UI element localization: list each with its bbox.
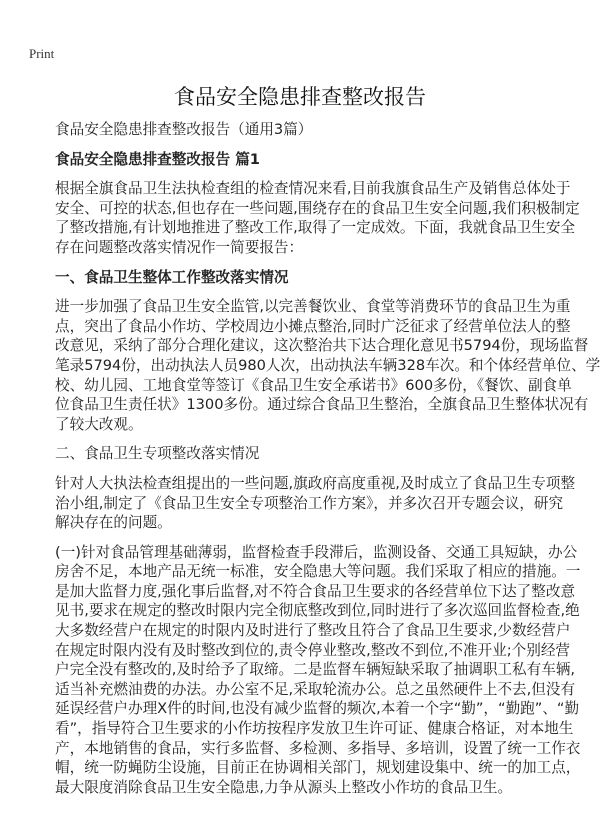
text-line: 房舍不足，本地产品无统一标准，安全隐患大等问题。我们采取了相应的措施。一 bbox=[55, 563, 581, 581]
text-line: 大多数经营户在规定的时限内及时进行了整改且符合了食品卫生要求,少数经营户 bbox=[55, 622, 571, 640]
paragraph-overall bbox=[55, 297, 600, 434]
text-line: 治小组,制定了《食品卫生安全专项整治工作方案》，并多次召开专题会议，研究 bbox=[55, 494, 564, 512]
text-line: (一)针对食品管理基础薄弱，监督检查手段滞后，监测设备、交通工具短缺，办公 bbox=[55, 543, 578, 561]
text-line: 根据全旗食品卫生法执检查组的检查情况来看,目前我旗食品生产及销售总体处于 bbox=[55, 180, 571, 198]
part-heading: 食品安全隐患排查整改报告 篇1 bbox=[55, 150, 260, 168]
print-link[interactable]: Print bbox=[29, 46, 55, 61]
paragraph-special bbox=[55, 474, 576, 533]
text-line: 帽，统一防蝇防尘设施，目前正在协调相关部门，规划建设集中、统一的加工点， bbox=[55, 759, 581, 777]
text-line: 延误经营户办理X件的时间,也没有减少监督的频次,本着一个字“勤”，“勤跑”、“勤 bbox=[55, 700, 580, 718]
text-line: 适当补充燃油费的办法。办公室不足,采取轮流办公。总之虽然硬件上不去,但没有 bbox=[55, 680, 576, 698]
text-line: 点，突出了食品小作坊、学校周边小摊点整治,同时广泛征求了经营单位法人的整 bbox=[55, 317, 571, 335]
document-body bbox=[55, 120, 600, 807]
paragraph-intro bbox=[55, 179, 580, 257]
text-line: 户完全没有整改的,及时给予了取缔。二是监督车辆短缺采取了抽调职工私有车辆, bbox=[55, 661, 576, 679]
text-line: 看”，指导符合卫生要求的小作坊按程序发放卫生许可证、健康合格证，对本地生 bbox=[55, 720, 574, 738]
text-line: 最大限度消除食品卫生安全隐患,力争从源头上整改小作坊的食品卫生。 bbox=[55, 778, 513, 796]
text-line: 校、幼儿园、工地食堂等签订《食品卫生安全承诺书》600多份，《餐饮、副食单 bbox=[55, 376, 572, 394]
section-heading-2: 二、食品卫生专项整改落实情况 bbox=[55, 445, 260, 463]
text-line: 在规定时限内没有及时整改到位的,责令停业整改,整改不到位,不准开业;个别经营 bbox=[55, 641, 571, 659]
section-heading-1: 一、食品卫生整体工作整改落实情况 bbox=[55, 268, 289, 286]
text-line: 了较大改观。 bbox=[55, 415, 143, 433]
text-line: 存在问题整改落实情况作一简要报告： bbox=[55, 238, 304, 256]
document-subtitle: 食品安全隐患排查整改报告（通用3篇） bbox=[55, 121, 313, 138]
text-line: 见书,要求在规定的整改时限内完全彻底整改到位,同时进行了多次巡回监督检查,绝 bbox=[55, 602, 580, 620]
text-line: 进一步加强了食品卫生安全监管,以完善餐饮业、食堂等消费环节的食品卫生为重 bbox=[55, 298, 571, 316]
text-line: 安全、可控的状态,但也存在一些问题,围绕存在的食品卫生安全问题,我们积极制定 bbox=[55, 199, 580, 217]
text-line: 了整改措施,有计划地推进了整改工作,取得了一定成效。下面，我就食品卫生安全 bbox=[55, 219, 576, 237]
document-title: 食品安全隐患排查整改报告 bbox=[174, 85, 426, 109]
text-line: 针对人大执法检查组提出的一些问题,旗政府高度重视,及时成立了食品卫生专项整 bbox=[55, 474, 576, 492]
text-line: 改意见，采纳了部分合理化建议，这次整治共下达合理化意见书5794份，现场监督 bbox=[55, 337, 589, 355]
text-line: 位食品卫生责任状》1300多份。通过综合食品卫生整治，全旗食品卫生整体状况有 bbox=[55, 396, 589, 414]
text-line: 解决存在的问题。 bbox=[55, 514, 172, 532]
text-line: 产，本地销售的食品，实行多监督、多检测、多指导、多培训，设置了统一工作衣 bbox=[55, 739, 581, 757]
text-line: 笔录5794份，出动执法人员980人次，出动执法车辆328车次。和个体经营单位、学 bbox=[55, 356, 600, 374]
paragraph-measures bbox=[55, 543, 581, 798]
text-line: 是加大监督力度,强化事后监督,对不符合食品卫生要求的各经营单位下达了整改意 bbox=[55, 582, 576, 600]
